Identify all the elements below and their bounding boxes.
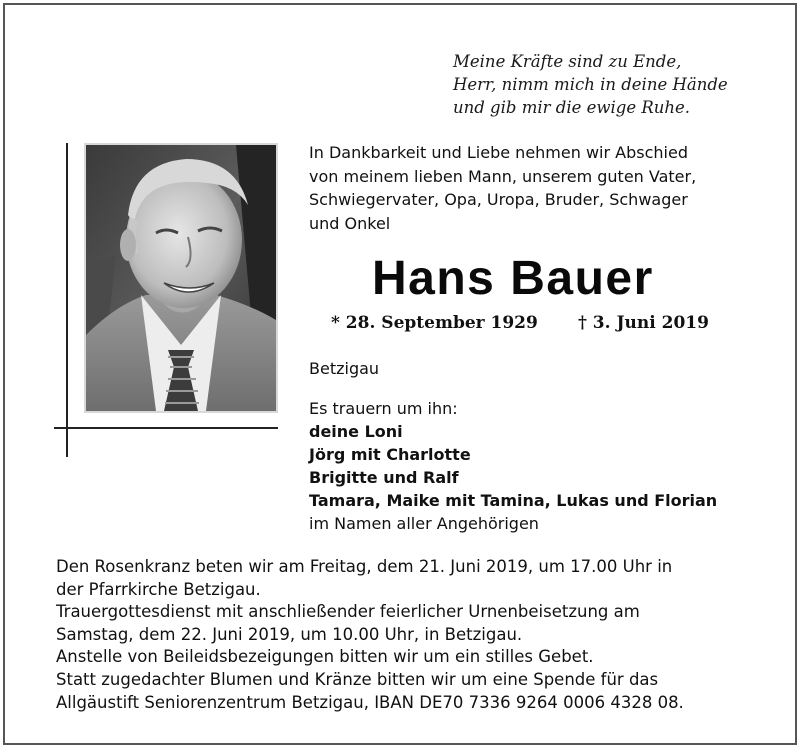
- service-information: [56, 556, 684, 714]
- footer-line: Trauergottesdienst mit anschließender feierlicher Urnenbeisetzung am: [56, 602, 640, 622]
- cross-vertical-line: [66, 143, 68, 457]
- mourners-list: [309, 397, 717, 535]
- death-date: † 3. Juni 2019: [578, 313, 709, 333]
- intro-line: In Dankbarkeit und Liebe nehmen wir Abschied: [309, 143, 688, 162]
- portrait-photo: [84, 143, 278, 413]
- intro-line: und Onkel: [309, 213, 391, 233]
- mourner-name: deine Loni: [309, 422, 403, 441]
- footer-line: Allgäustift Seniorenzentrum Betzigau, IBAN DE70 7336 9264 0006 4328 08.: [56, 692, 684, 712]
- cross-horizontal-line: [54, 427, 278, 429]
- intro-line: von meinem lieben Mann, unserem guten Vater,: [309, 166, 697, 186]
- mourners-intro: Es trauern um ihn:: [309, 399, 458, 418]
- poem: [453, 50, 728, 119]
- poem-line: Herr, nimm mich in deine Hände: [453, 75, 728, 94]
- mourner-name: Brigitte und Ralf: [309, 468, 459, 487]
- mourner-name: Jörg mit Charlotte: [309, 445, 471, 464]
- footer-line: Statt zugedachter Blumen und Kränze bitten wir um eine Spende für das: [56, 669, 659, 689]
- mourner-name: Tamara, Maike mit Tamina, Lukas und Florian: [309, 491, 718, 510]
- deceased-name: Hans Bauer: [372, 252, 654, 305]
- intro-line: Schwiegervater, Opa, Uropa, Bruder, Schwager: [309, 190, 688, 209]
- footer-line: Den Rosenkranz beten wir am Freitag, dem 21. Juni 2019, um 17.00 Uhr in: [56, 557, 673, 576]
- poem-line: Meine Kräfte sind zu Ende,: [453, 52, 682, 71]
- place-name: Betzigau: [309, 359, 380, 378]
- footer-line: Samstag, dem 22. Juni 2019, um 10.00 Uhr, in Betzigau.: [56, 624, 523, 644]
- mourners-closing: im Namen aller Angehörigen: [309, 514, 539, 533]
- farewell-intro: [309, 141, 696, 235]
- poem-line: und gib mir die ewige Ruhe.: [453, 98, 691, 117]
- footer-line: der Pfarrkirche Betzigau.: [56, 579, 261, 599]
- footer-line: Anstelle von Beileidsbezeigungen bitten wir um ein stilles Gebet.: [56, 647, 594, 667]
- birth-date: * 28. September 1929: [331, 313, 538, 333]
